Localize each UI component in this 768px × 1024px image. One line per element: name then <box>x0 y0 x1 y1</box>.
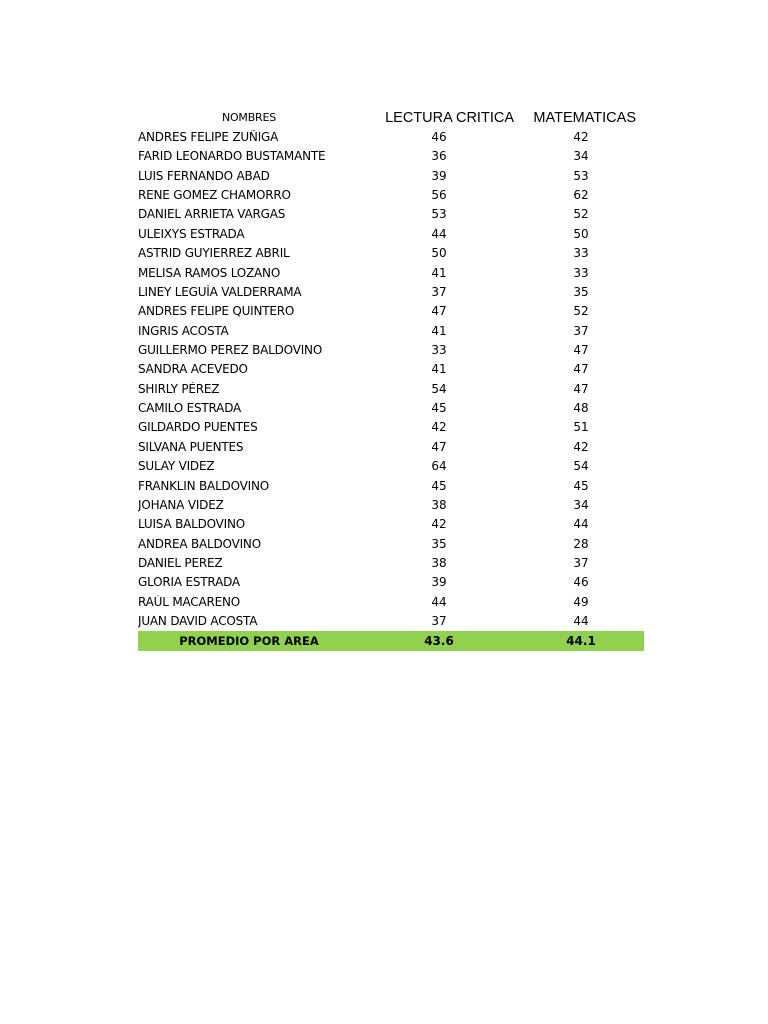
matematicas-score: 33 <box>573 265 589 280</box>
student-name: FARID LEONARDO BUSTAMANTE <box>138 149 326 164</box>
lectura-score: 39 <box>431 168 447 183</box>
student-name: LUISA BALDOVINO <box>138 517 246 532</box>
lectura-score: 46 <box>431 130 447 145</box>
student-name: ULEIXYS ESTRADA <box>138 226 245 241</box>
table-row <box>138 553 644 572</box>
header-lectura-critica: LECTURA CRITICA <box>385 109 514 126</box>
table-header-row <box>138 108 644 127</box>
table-body <box>138 127 644 630</box>
lectura-score: 35 <box>431 536 447 551</box>
lectura-score: 38 <box>431 555 447 570</box>
student-name: ANDREA BALDOVINO <box>138 536 261 551</box>
matematicas-score: 47 <box>573 381 589 396</box>
student-name: ANDRES FELIPE QUINTERO <box>138 304 295 319</box>
student-name: ASTRID GUYIERREZ ABRIL <box>138 246 290 261</box>
lectura-score: 41 <box>431 362 447 377</box>
matematicas-score: 50 <box>573 226 589 241</box>
table-row <box>138 495 644 514</box>
matematicas-score: 46 <box>573 575 589 590</box>
table-row <box>138 205 644 224</box>
matematicas-score: 35 <box>573 284 589 299</box>
header-matematicas: MATEMATICAS <box>533 109 636 126</box>
student-name: MELISA RAMOS LOZANO <box>138 265 281 280</box>
lectura-score: 33 <box>431 342 447 357</box>
scores-table <box>138 108 644 651</box>
table-row <box>138 166 644 185</box>
matematicas-score: 44 <box>573 614 589 629</box>
table-row <box>138 476 644 495</box>
student-name: INGRIS ACOSTA <box>138 323 229 338</box>
student-name: JOHANA VIDEZ <box>138 497 224 512</box>
student-name: GLORIA ESTRADA <box>138 575 240 590</box>
header-names: NOMBRES <box>221 111 277 125</box>
matematicas-score: 53 <box>573 168 589 183</box>
matematicas-score: 54 <box>573 459 589 474</box>
table-row <box>138 360 644 379</box>
matematicas-score: 28 <box>573 536 589 551</box>
lectura-score: 37 <box>431 614 447 629</box>
table-row <box>138 263 644 282</box>
table-row <box>138 244 644 263</box>
matematicas-score: 48 <box>573 401 589 416</box>
student-name: LINEY LEGUÍA VALDERRAMA <box>138 284 302 299</box>
table-row <box>138 321 644 340</box>
student-name: CAMILO ESTRADA <box>138 401 242 416</box>
lectura-score: 41 <box>431 265 447 280</box>
table-row <box>138 185 644 204</box>
matematicas-score: 47 <box>573 362 589 377</box>
lectura-score: 38 <box>431 497 447 512</box>
matematicas-score: 34 <box>573 149 589 164</box>
lectura-score: 56 <box>431 188 447 203</box>
student-name: SULAY VIDEZ <box>138 459 215 474</box>
lectura-score: 44 <box>431 226 447 241</box>
table-row <box>138 398 644 417</box>
table-row <box>138 147 644 166</box>
table-row <box>138 611 644 630</box>
lectura-score: 36 <box>431 149 447 164</box>
student-name: DANIEL PEREZ <box>138 555 223 570</box>
table-row <box>138 515 644 534</box>
student-name: SHIRLY PÉREZ <box>138 381 220 396</box>
student-name: FRANKLIN BALDOVINO <box>138 478 269 493</box>
matematicas-score: 44 <box>573 517 589 532</box>
matematicas-score: 62 <box>573 188 589 203</box>
lectura-score: 42 <box>431 420 447 435</box>
matematicas-score: 33 <box>573 246 589 261</box>
student-name: JUAN DAVID ACOSTA <box>138 614 258 629</box>
lectura-score: 50 <box>431 246 447 261</box>
table-row <box>138 224 644 243</box>
matematicas-score: 42 <box>573 439 589 454</box>
matematicas-score: 52 <box>573 207 589 222</box>
student-name: RENE GOMEZ CHAMORRO <box>138 188 291 203</box>
lectura-score: 64 <box>431 459 447 474</box>
table-row <box>138 592 644 611</box>
table-row <box>138 282 644 301</box>
student-name: LUIS FERNANDO ABAD <box>138 168 270 183</box>
lectura-score: 41 <box>431 323 447 338</box>
matematicas-score: 52 <box>573 304 589 319</box>
lectura-score: 47 <box>431 439 447 454</box>
average-label: PROMEDIO POR AREA <box>179 633 319 648</box>
student-name: ANDRES FELIPE ZUÑIGA <box>138 130 279 145</box>
lectura-score: 47 <box>431 304 447 319</box>
lectura-score: 42 <box>431 517 447 532</box>
matematicas-score: 49 <box>573 594 589 609</box>
matematicas-score: 37 <box>573 323 589 338</box>
matematicas-score: 42 <box>573 130 589 145</box>
student-name: RAÚL MACARENO <box>138 594 241 609</box>
matematicas-score: 45 <box>573 478 589 493</box>
lectura-score: 37 <box>431 284 447 299</box>
matematicas-score: 47 <box>573 342 589 357</box>
student-name: SILVANA PUENTES <box>138 439 244 454</box>
student-name: SANDRA ACEVEDO <box>138 362 248 377</box>
student-name: GILDARDO PUENTES <box>138 420 258 435</box>
student-name: DANIEL ARRIETA VARGAS <box>138 207 286 222</box>
average-matematicas: 44.1 <box>566 633 596 648</box>
average-row <box>138 631 644 651</box>
average-lectura: 43.6 <box>424 633 454 648</box>
lectura-score: 53 <box>431 207 447 222</box>
matematicas-score: 34 <box>573 497 589 512</box>
lectura-score: 45 <box>431 401 447 416</box>
student-name: GUILLERMO PEREZ BALDOVINO <box>138 342 323 357</box>
table-row <box>138 534 644 553</box>
table-row <box>138 573 644 592</box>
table-row <box>138 456 644 475</box>
table-row <box>138 379 644 398</box>
table-row <box>138 418 644 437</box>
table-row <box>138 302 644 321</box>
table-row <box>138 127 644 146</box>
lectura-score: 44 <box>431 594 447 609</box>
table-row <box>138 437 644 456</box>
matematicas-score: 51 <box>573 420 589 435</box>
lectura-score: 39 <box>431 575 447 590</box>
matematicas-score: 37 <box>573 555 589 570</box>
lectura-score: 54 <box>431 381 447 396</box>
table-row <box>138 340 644 359</box>
lectura-score: 45 <box>431 478 447 493</box>
